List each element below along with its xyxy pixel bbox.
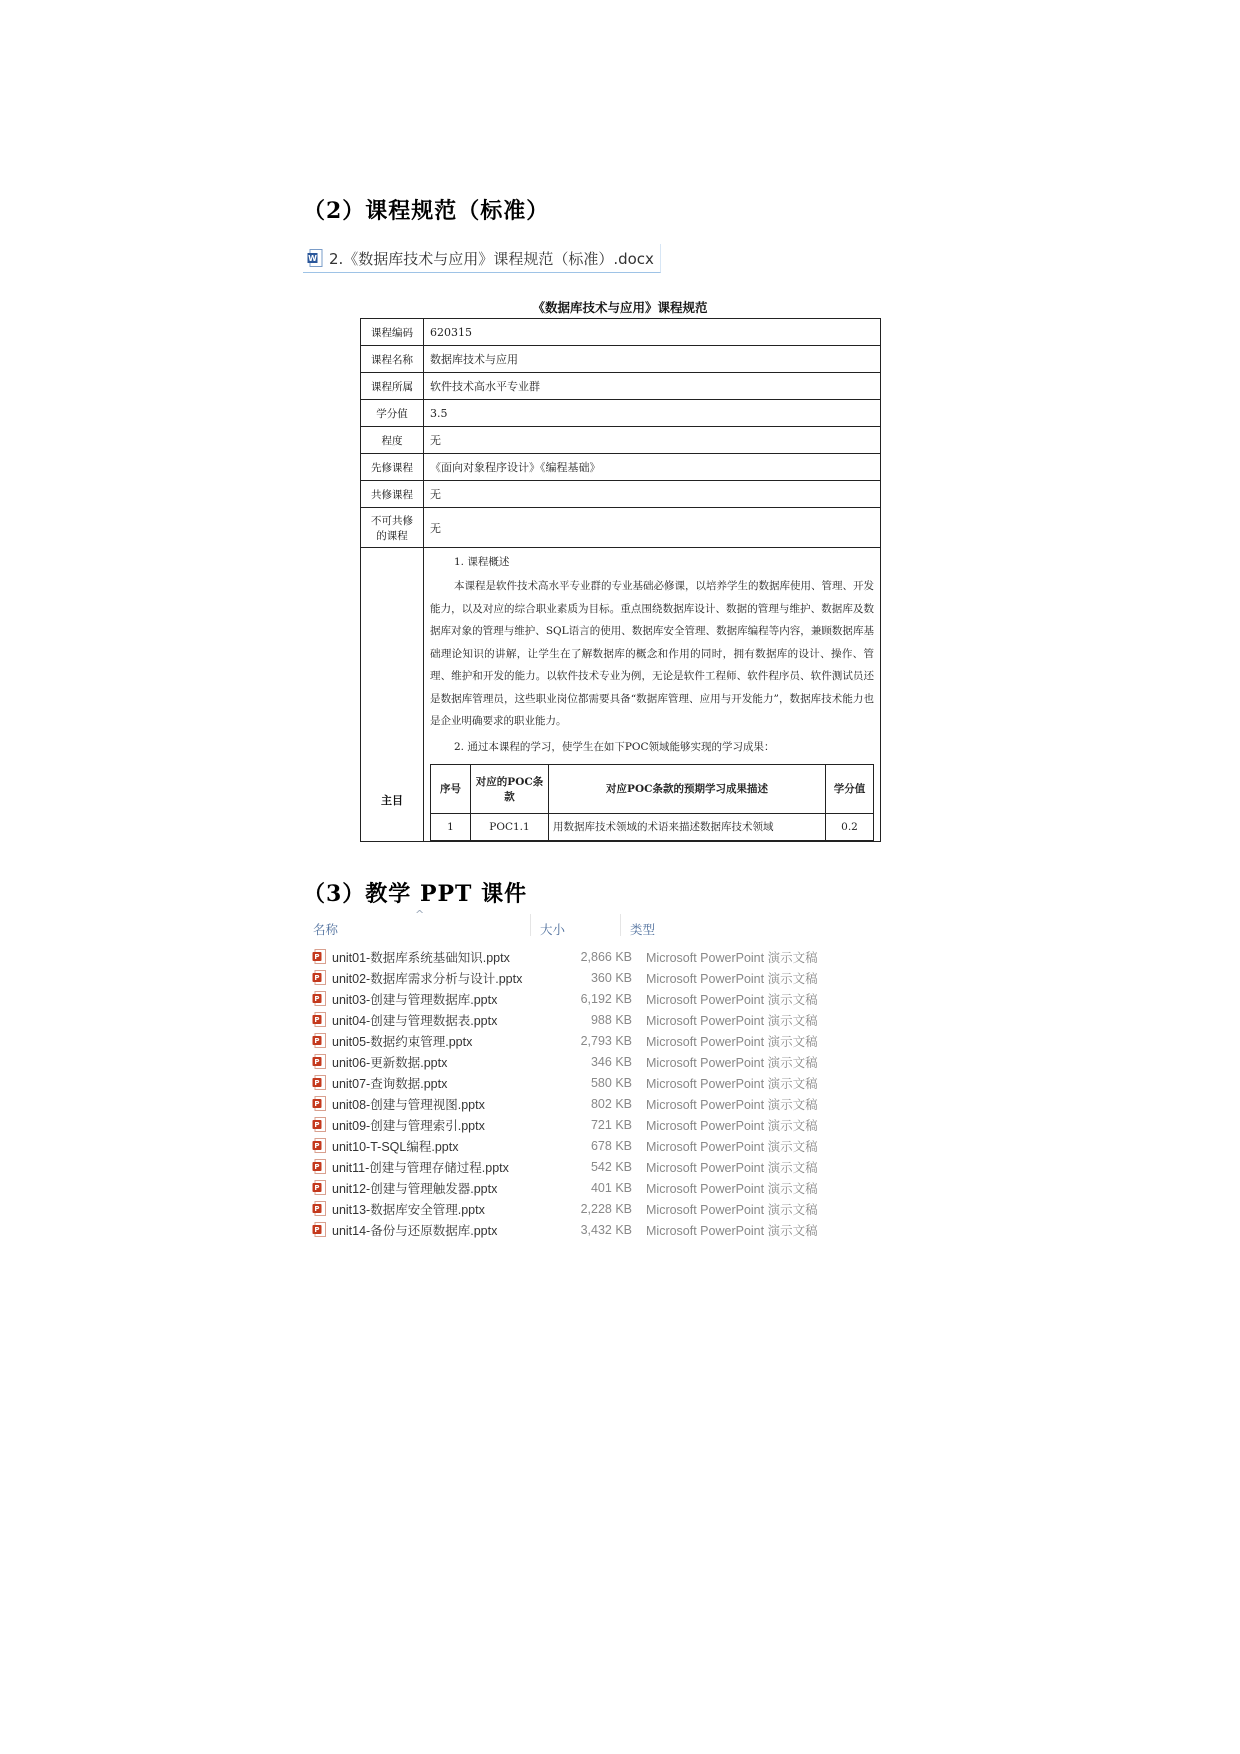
spec-value: 无 — [424, 427, 881, 454]
poc-header: 对应POC条款的预期学习成果描述 — [549, 764, 826, 813]
file-row[interactable] — [312, 1072, 832, 1093]
file-size: 678 KB — [590, 1138, 632, 1153]
poc-table — [430, 764, 874, 841]
svg-text:P: P — [314, 974, 320, 983]
spec-value: 数据库技术与应用 — [424, 346, 881, 373]
svg-text:P: P — [314, 1226, 320, 1235]
overview-heading: 1. 课程概述 — [454, 556, 510, 568]
file-size: 2,228 KB — [580, 1201, 632, 1216]
spec-row-affiliation — [361, 373, 881, 400]
spec-row-main — [361, 548, 881, 842]
svg-text:P: P — [314, 1184, 320, 1193]
sort-ascending-icon: ^ — [415, 908, 425, 921]
spec-label: 学分值 — [361, 400, 424, 427]
file-name[interactable]: unit07-查询数据.pptx — [332, 1076, 448, 1091]
file-size: 6,192 KB — [580, 991, 632, 1006]
spec-value: 620315 — [424, 319, 881, 346]
file-size: 2,793 KB — [580, 1033, 632, 1048]
powerpoint-file-icon — [312, 1012, 326, 1027]
docx-attachment[interactable] — [303, 244, 661, 273]
file-type: Microsoft PowerPoint 演示文稿 — [646, 1034, 818, 1049]
attachment-filename[interactable]: 2.《数据库技术与应用》课程规范（标准）.docx — [329, 249, 654, 268]
spec-label: 先修课程 — [361, 454, 424, 481]
poc-cell-desc: 用数据库技术领域的术语来描述数据库技术领域 — [549, 813, 826, 840]
spec-value: 无 — [424, 481, 881, 508]
poc-cell-poc: POC1.1 — [471, 813, 549, 840]
file-name[interactable]: unit06-更新数据.pptx — [332, 1055, 448, 1070]
word-document-icon — [307, 249, 323, 267]
powerpoint-file-icon — [312, 970, 326, 985]
spec-value: 3.5 — [424, 400, 881, 427]
spec-value: 《面向对象程序设计》《编程基础》 — [424, 454, 881, 481]
poc-header-row — [431, 764, 874, 813]
file-name[interactable]: unit13-数据库安全管理.pptx — [332, 1202, 485, 1217]
spec-table — [360, 318, 881, 842]
spec-label: 课程名称 — [361, 346, 424, 373]
svg-text:P: P — [314, 1058, 320, 1067]
spec-main-label: 主目 — [381, 794, 403, 807]
file-name[interactable]: unit04-创建与管理数据表.pptx — [332, 1013, 498, 1028]
file-size: 542 KB — [590, 1159, 632, 1174]
file-size: 580 KB — [590, 1075, 632, 1090]
file-row[interactable] — [312, 1009, 832, 1030]
poc-row — [431, 813, 874, 840]
svg-text:P: P — [314, 1100, 320, 1109]
column-header-name[interactable]: 名称 — [313, 923, 339, 937]
spec-label: 课程编码 — [361, 319, 424, 346]
spec-main-content — [424, 548, 881, 842]
svg-text:P: P — [314, 953, 320, 962]
powerpoint-file-icon — [312, 1180, 326, 1195]
file-name[interactable]: unit11-创建与管理存储过程.pptx — [332, 1160, 509, 1175]
section-heading-course-standard: （2）课程规范（标准） — [303, 198, 550, 224]
file-name[interactable]: unit12-创建与管理触发器.pptx — [332, 1181, 498, 1196]
file-size: 401 KB — [590, 1180, 632, 1195]
file-row[interactable] — [312, 1219, 832, 1240]
powerpoint-file-icon — [312, 1138, 326, 1153]
file-type: Microsoft PowerPoint 演示文稿 — [646, 1013, 818, 1028]
powerpoint-file-icon — [312, 1075, 326, 1090]
file-size: 346 KB — [590, 1054, 632, 1069]
file-row[interactable] — [312, 967, 832, 988]
file-size: 360 KB — [590, 970, 632, 985]
spec-main-label-cell — [361, 548, 424, 842]
spec-row-credit — [361, 400, 881, 427]
file-type: Microsoft PowerPoint 演示文稿 — [646, 1097, 818, 1112]
powerpoint-file-icon — [312, 1117, 326, 1132]
file-name[interactable]: unit03-创建与管理数据库.pptx — [332, 992, 498, 1007]
file-type: Microsoft PowerPoint 演示文稿 — [646, 1181, 818, 1196]
powerpoint-file-icon — [312, 1033, 326, 1048]
poc-header: 对应的POC条款 — [471, 764, 549, 813]
file-name[interactable]: unit02-数据库需求分析与设计.pptx — [332, 971, 523, 986]
spec-document-title: 《数据库技术与应用》课程规范 — [532, 300, 708, 315]
spec-row-exclusions — [361, 508, 881, 548]
file-size: 2,866 KB — [580, 949, 632, 964]
file-size: 3,432 KB — [580, 1222, 632, 1237]
file-row[interactable] — [312, 1156, 832, 1177]
svg-text:P: P — [314, 1142, 320, 1151]
column-header-size[interactable]: 大小 — [540, 923, 566, 937]
file-type: Microsoft PowerPoint 演示文稿 — [646, 1139, 818, 1154]
spec-row-corequisites — [361, 481, 881, 508]
file-type: Microsoft PowerPoint 演示文稿 — [646, 1118, 818, 1133]
file-row[interactable] — [312, 946, 832, 967]
poc-cell-credit: 0.2 — [826, 813, 874, 840]
powerpoint-file-icon — [312, 1201, 326, 1216]
spec-document-preview — [360, 318, 882, 858]
file-name[interactable]: unit10-T-SQL编程.pptx — [332, 1139, 459, 1154]
spec-value: 无 — [424, 508, 881, 548]
file-row[interactable] — [312, 1093, 832, 1114]
svg-text:P: P — [314, 1079, 320, 1088]
column-header-type[interactable]: 类型 — [630, 923, 656, 937]
file-name[interactable]: unit14-备份与还原数据库.pptx — [332, 1223, 498, 1238]
outcomes-heading: 2. 通过本课程的学习，使学生在如下POC领域能够实现的学习成果： — [454, 740, 775, 753]
file-row[interactable] — [312, 1051, 832, 1072]
spec-label: 程度 — [361, 427, 424, 454]
column-separator[interactable] — [530, 914, 531, 936]
file-name[interactable]: unit01-数据库系统基础知识.pptx — [332, 950, 510, 965]
svg-text:P: P — [314, 1121, 320, 1130]
file-type: Microsoft PowerPoint 演示文稿 — [646, 992, 818, 1007]
file-type: Microsoft PowerPoint 演示文稿 — [646, 1160, 818, 1175]
svg-text:P: P — [314, 995, 320, 1004]
svg-text:P: P — [314, 1205, 320, 1214]
file-row[interactable] — [312, 1198, 832, 1219]
powerpoint-file-icon — [312, 1096, 326, 1111]
powerpoint-file-icon — [312, 991, 326, 1006]
powerpoint-file-icon — [312, 1159, 326, 1174]
svg-text:W: W — [308, 254, 317, 263]
powerpoint-file-icon — [312, 1054, 326, 1069]
powerpoint-file-icon — [312, 949, 326, 964]
file-list — [312, 946, 832, 1240]
svg-text:P: P — [314, 1016, 320, 1025]
spec-row-level — [361, 427, 881, 454]
file-type: Microsoft PowerPoint 演示文稿 — [646, 1202, 818, 1217]
file-name[interactable]: unit09-创建与管理索引.pptx — [332, 1118, 485, 1133]
file-name[interactable]: unit08-创建与管理视图.pptx — [332, 1097, 485, 1112]
file-type: Microsoft PowerPoint 演示文稿 — [646, 971, 818, 986]
file-size: 721 KB — [590, 1117, 632, 1132]
powerpoint-file-icon — [312, 1222, 326, 1237]
svg-text:P: P — [314, 1163, 320, 1172]
section-heading-ppt: （3）教学 PPT 课件 — [303, 881, 528, 907]
file-name[interactable]: unit05-数据约束管理.pptx — [332, 1034, 473, 1049]
file-size: 802 KB — [590, 1096, 632, 1111]
spec-row-prerequisites — [361, 454, 881, 481]
spec-label: 课程所属 — [361, 373, 424, 400]
spec-row-name — [361, 346, 881, 373]
spec-label: 共修课程 — [361, 481, 424, 508]
file-row[interactable] — [312, 1135, 832, 1156]
poc-header: 序号 — [431, 764, 471, 813]
column-separator[interactable] — [620, 914, 621, 936]
file-type: Microsoft PowerPoint 演示文稿 — [646, 950, 818, 965]
file-type: Microsoft PowerPoint 演示文稿 — [646, 1055, 818, 1070]
file-type: Microsoft PowerPoint 演示文稿 — [646, 1076, 818, 1091]
spec-row-code — [361, 319, 881, 346]
file-type: Microsoft PowerPoint 演示文稿 — [646, 1223, 818, 1238]
file-row[interactable] — [312, 1030, 832, 1051]
file-row[interactable] — [312, 1177, 832, 1198]
file-row[interactable] — [312, 988, 832, 1009]
spec-label: 不可共修的课程 — [361, 508, 424, 548]
svg-text:P: P — [314, 1037, 320, 1046]
spec-value: 软件技术高水平专业群 — [424, 373, 881, 400]
file-size: 988 KB — [590, 1012, 632, 1027]
poc-cell-no: 1 — [431, 813, 471, 840]
poc-header: 学分值 — [826, 764, 874, 813]
overview-paragraph: 本课程是软件技术高水平专业群的专业基础必修课，以培养学生的数据库使用、管理、开发能力，以及对应的综合职业素质为目标。重点围绕数据库设计、数据的管理与维护、数据库及数据库对象的管理与维护、SQL语言的使用、数据库安全管理、数据库编程等内容，兼顾数据库基础理论知识的讲解，让学生在了解数据库的概念和作用的同时，拥有数据库的设计、操作、管理、维护和开发的能力。以软件技术专业为例，无论是软件工程师、软件程序员、软件测试员还是数据库管理员，这些职业岗位都需要具备“数据库管理、应用与开发能力”，数据库技术能力也是企业明确要求的职业能力。 — [430, 580, 874, 727]
file-row[interactable] — [312, 1114, 832, 1135]
